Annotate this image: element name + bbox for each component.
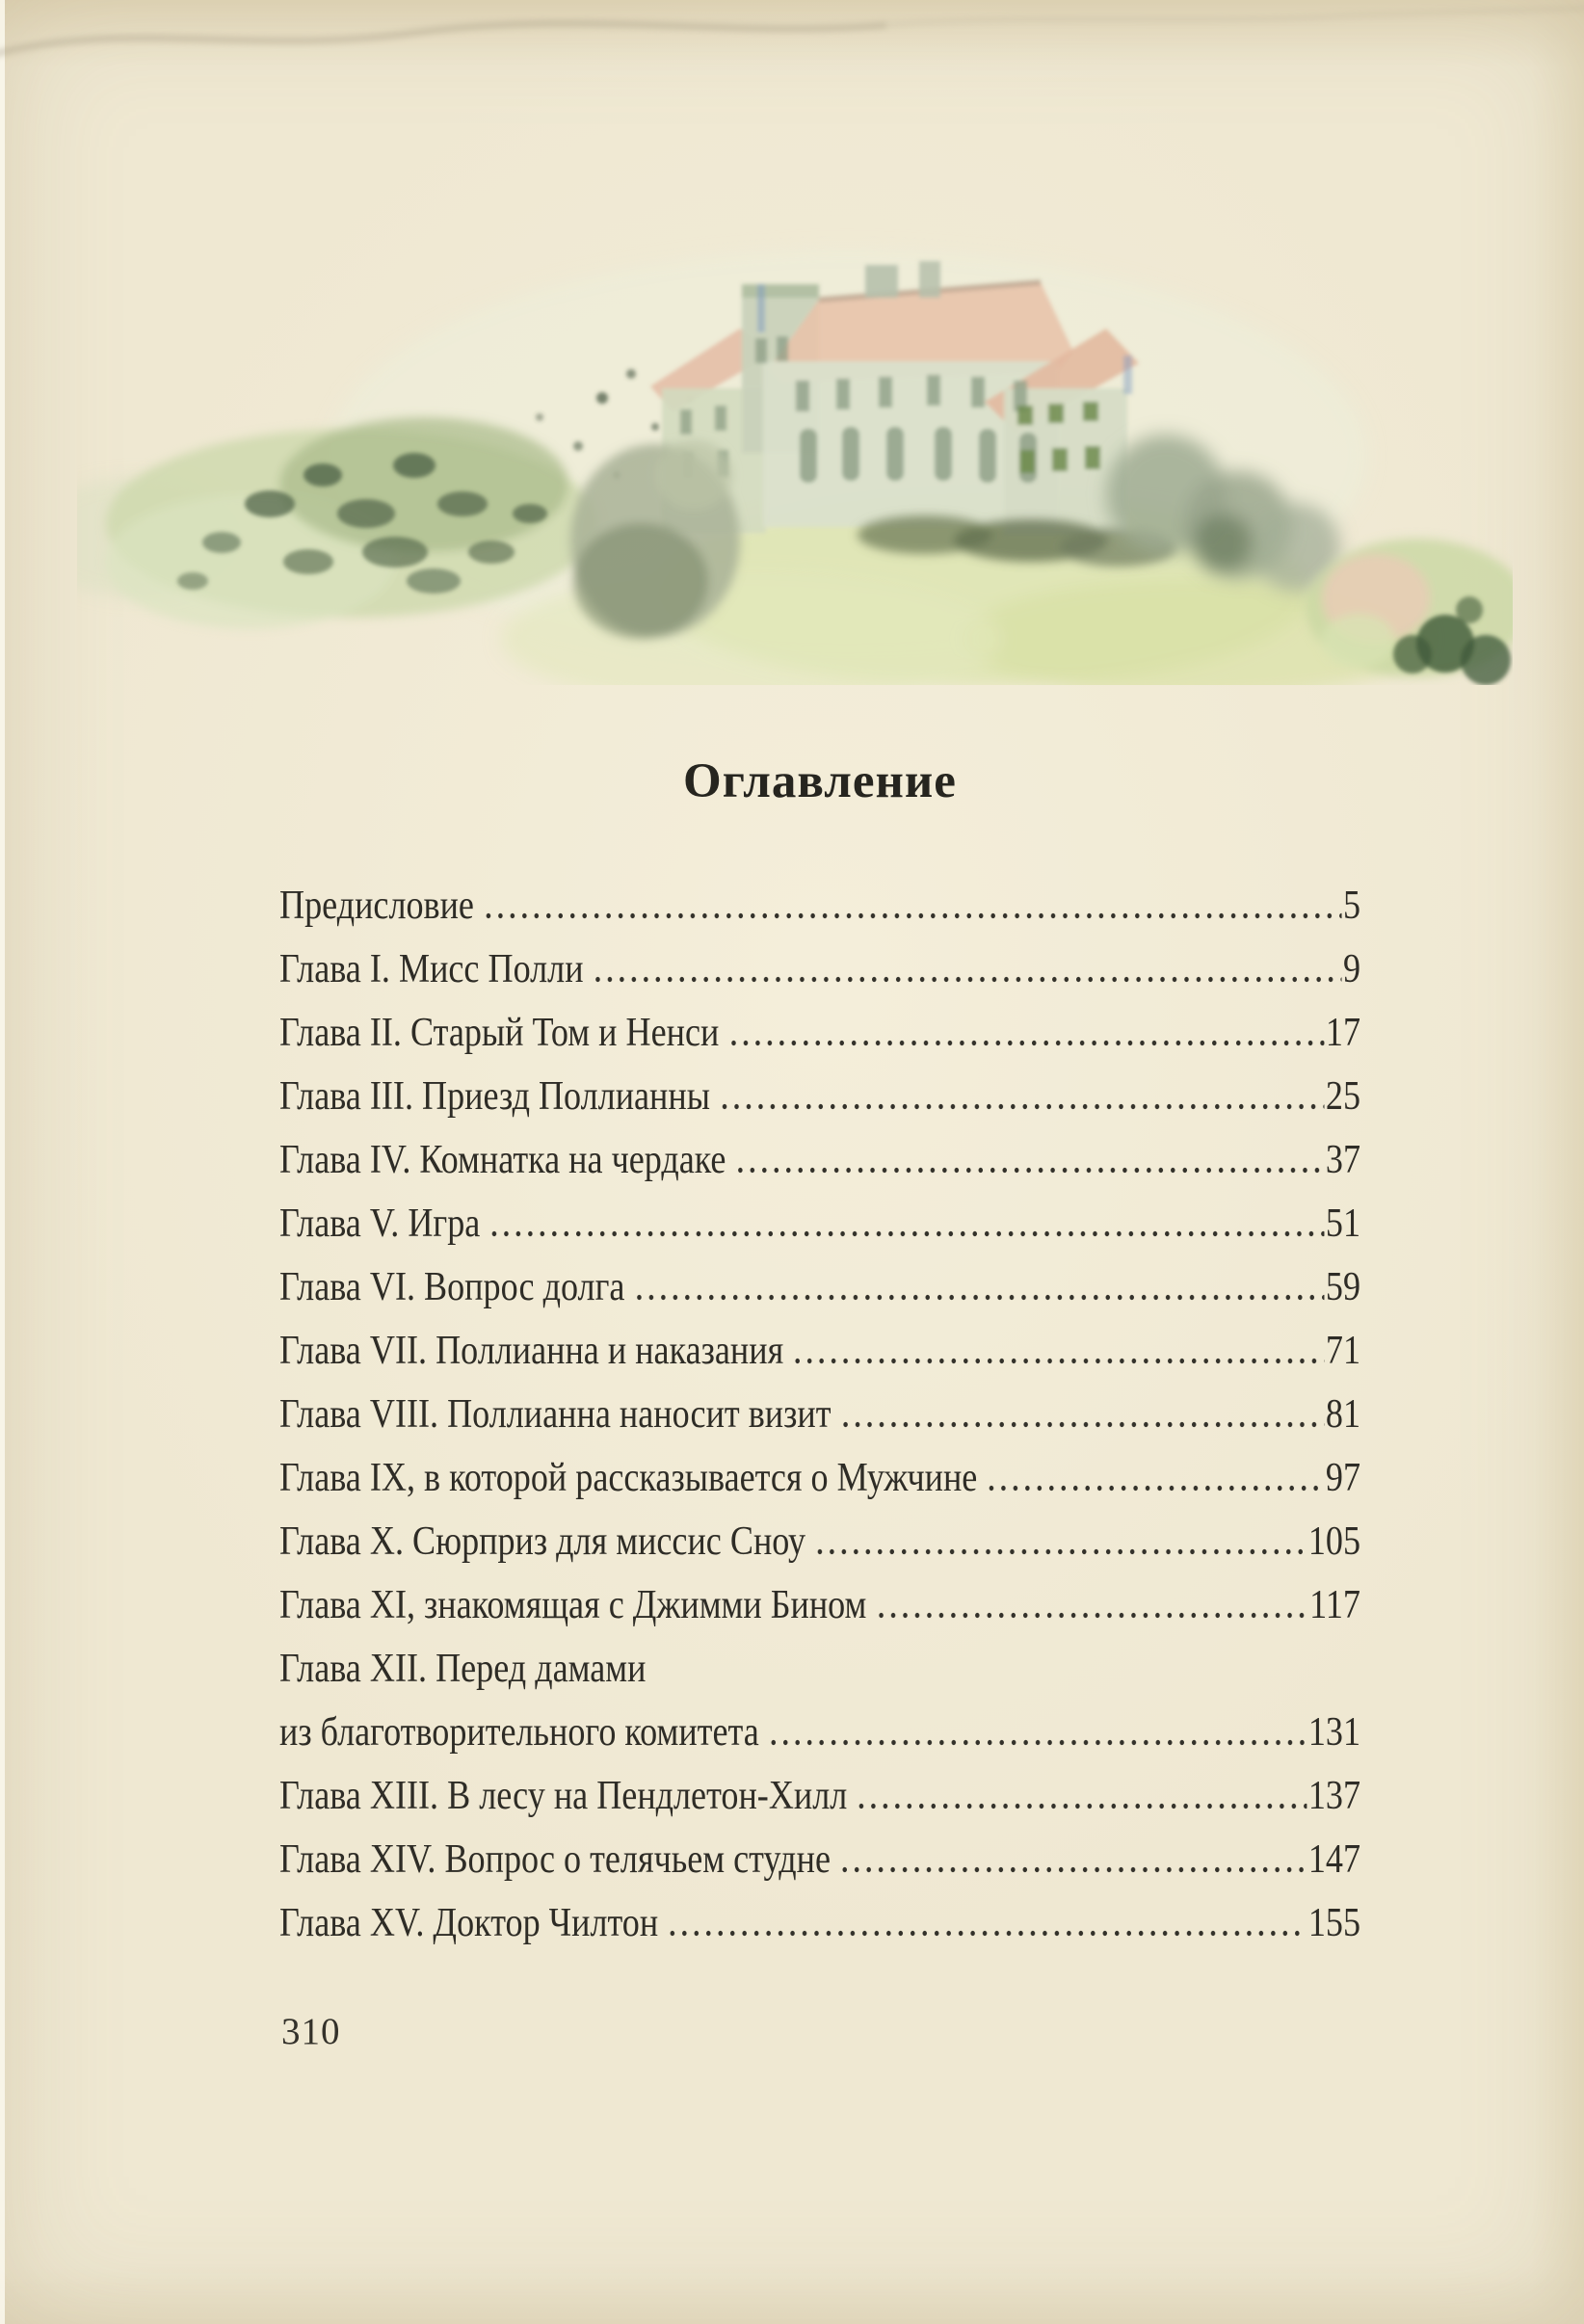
toc-entry-label: Глава IX, в которой рассказывается о Мужчине <box>279 1456 978 1500</box>
toc-entry-label: Глава II. Старый Том и Ненси <box>279 1011 720 1055</box>
toc-entry-page: 131 <box>1307 1710 1361 1755</box>
toc-entry-page: 117 <box>1309 1583 1361 1627</box>
toc-entry-page: 5 <box>1342 884 1361 928</box>
toc-entry-page: 9 <box>1342 947 1361 991</box>
toc-entry-label: Глава XIV. Вопрос о телячьем студне <box>279 1837 831 1882</box>
toc-entry <box>279 1075 1360 1118</box>
toc-entry <box>279 885 1360 927</box>
toc-entry-page: 81 <box>1325 1392 1361 1437</box>
dot-leader <box>732 1139 1324 1181</box>
toc-entry-page: 17 <box>1325 1011 1361 1055</box>
dot-leader <box>631 1266 1324 1308</box>
toc-entry-page: 37 <box>1325 1138 1361 1182</box>
page-title: Оглавление <box>683 754 957 808</box>
toc-entry-page: 71 <box>1325 1329 1361 1373</box>
dot-leader <box>837 1838 1307 1881</box>
toc-entry <box>279 1139 1360 1181</box>
dot-leader <box>481 885 1341 927</box>
toc-entry-label: Глава X. Сюрприз для миссис Сноу <box>279 1519 806 1564</box>
toc-entry <box>279 1457 1360 1499</box>
toc-entry-label: Предисловие <box>279 884 474 928</box>
toc-entry-label: Глава V. Игра <box>279 1202 481 1246</box>
toc-entry-label: Глава VI. Вопрос долга <box>279 1265 625 1309</box>
dot-leader <box>487 1202 1324 1245</box>
toc-entry-page: 155 <box>1307 1901 1361 1945</box>
toc-entry-label: Глава VIII. Поллианна наносит визит <box>279 1392 832 1437</box>
dot-leader <box>717 1075 1324 1118</box>
toc-entry-page: 25 <box>1325 1074 1361 1119</box>
table-of-contents <box>279 885 1360 1966</box>
toc-entry-label: Глава XV. Доктор Чилтон <box>279 1901 659 1945</box>
dot-leader <box>665 1902 1307 1944</box>
toc-entry-label: Глава IV. Комнатка на чердаке <box>279 1138 726 1182</box>
dot-leader <box>837 1393 1324 1436</box>
toc-entry-label: Глава VII. Поллианна и наказания <box>279 1329 784 1373</box>
toc-entry-label: Глава I. Мисс Полли <box>279 947 584 991</box>
dot-leader <box>790 1330 1324 1372</box>
toc-entry <box>279 1711 1360 1754</box>
paper-crease <box>0 0 1584 87</box>
toc-entry <box>279 1393 1360 1436</box>
toc-entry <box>279 1648 1360 1690</box>
toc-entry-page: 97 <box>1325 1456 1361 1500</box>
toc-entry <box>279 1012 1360 1054</box>
toc-entry <box>279 1775 1360 1817</box>
toc-entry <box>279 1584 1360 1626</box>
toc-entry-label: из благотворительного комитета <box>279 1710 759 1755</box>
dot-leader <box>726 1012 1324 1054</box>
toc-entry-page: 105 <box>1307 1519 1361 1564</box>
toc-entry <box>279 1330 1360 1372</box>
watercolor-illustration <box>77 157 1513 685</box>
toc-entry <box>279 1838 1360 1881</box>
dot-leader <box>652 1648 1359 1690</box>
toc-entry-page: 59 <box>1325 1265 1361 1309</box>
toc-entry-page: 147 <box>1307 1837 1361 1882</box>
toc-entry-label: Глава XIII. В лесу на Пендлетон-Хилл <box>279 1774 848 1818</box>
toc-entry <box>279 1266 1360 1308</box>
toc-entry-label: Глава XII. Перед дамами <box>279 1647 647 1691</box>
toc-entry-label: Глава XI, знакомящая с Джимми Бином <box>279 1583 867 1627</box>
dot-leader <box>984 1457 1324 1499</box>
toc-entry <box>279 1520 1360 1563</box>
dot-leader <box>873 1584 1307 1626</box>
toc-entry <box>279 1202 1360 1245</box>
toc-entry <box>279 948 1360 990</box>
toc-entry-label: Глава III. Приезд Поллианны <box>279 1074 710 1119</box>
dot-leader <box>766 1711 1307 1754</box>
dot-leader <box>590 948 1341 990</box>
toc-entry <box>279 1902 1360 1944</box>
toc-entry-page: 137 <box>1307 1774 1361 1818</box>
page-number: 310 <box>281 2011 341 2052</box>
dot-leader <box>854 1775 1307 1817</box>
toc-entry-page: 51 <box>1325 1202 1361 1246</box>
dot-leader <box>812 1520 1307 1563</box>
